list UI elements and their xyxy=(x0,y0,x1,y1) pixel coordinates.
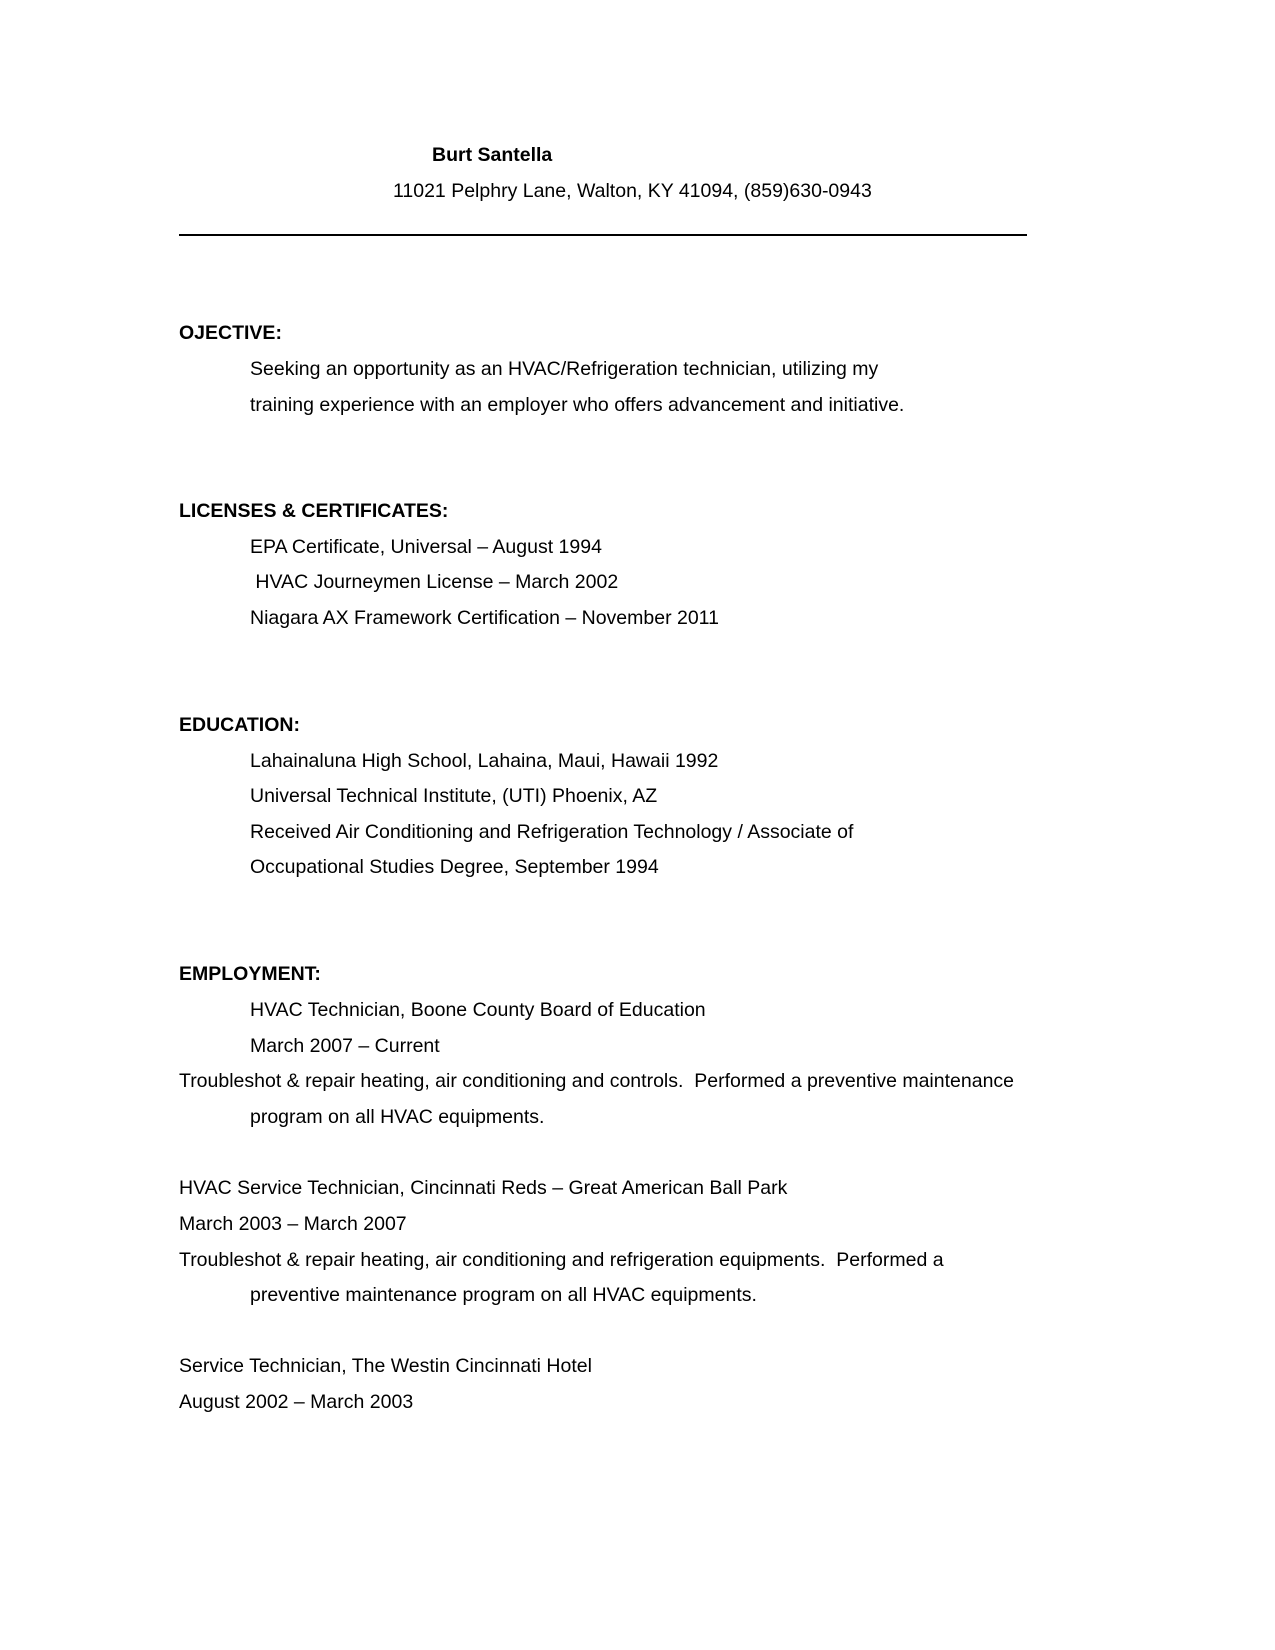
job-description: preventive maintenance program on all HVAC equipments. xyxy=(250,1284,757,1306)
candidate-name: Burt Santella xyxy=(432,144,553,166)
license-item: HVAC Journeymen License – March 2002 xyxy=(250,571,619,593)
header-divider xyxy=(179,234,1027,236)
employment-heading: EMPLOYMENT: xyxy=(179,963,321,985)
job-dates: March 2003 – March 2007 xyxy=(179,1213,407,1235)
licenses-heading: LICENSES & CERTIFICATES: xyxy=(179,500,449,522)
job-dates: March 2007 – Current xyxy=(250,1035,440,1057)
license-item: EPA Certificate, Universal – August 1994 xyxy=(250,536,602,558)
contact-info: 11021 Pelphry Lane, Walton, KY 41094, (859)630-0943 xyxy=(393,180,872,202)
job-description: Troubleshot & repair heating, air conditioning and controls. Performed a preventive maintenance xyxy=(179,1070,1015,1092)
job-title: HVAC Service Technician, Cincinnati Reds – Great American Ball Park xyxy=(179,1177,788,1199)
education-line: Universal Technical Institute, (UTI) Phoenix, AZ xyxy=(250,785,658,807)
education-line: Lahainaluna High School, Lahaina, Maui, Hawaii 1992 xyxy=(250,750,719,772)
education-heading: EDUCATION: xyxy=(179,714,300,736)
job-description: program on all HVAC equipments. xyxy=(250,1106,545,1128)
job-title: HVAC Technician, Boone County Board of Education xyxy=(250,999,706,1021)
objective-line: Seeking an opportunity as an HVAC/Refrigeration technician, utilizing my xyxy=(250,358,879,380)
job-description: Troubleshot & repair heating, air conditioning and refrigeration equipments. Performed a xyxy=(179,1249,944,1271)
education-line: Occupational Studies Degree, September 1994 xyxy=(250,856,659,878)
objective-line: training experience with an employer who offers advancement and initiative. xyxy=(250,394,905,416)
license-item: Niagara AX Framework Certification – November 2011 xyxy=(250,607,719,629)
job-dates: August 2002 – March 2003 xyxy=(179,1391,414,1413)
education-line: Received Air Conditioning and Refrigeration Technology / Associate of xyxy=(250,821,854,843)
objective-heading: OJECTIVE: xyxy=(179,322,282,344)
job-title: Service Technician, The Westin Cincinnati Hotel xyxy=(179,1355,592,1377)
